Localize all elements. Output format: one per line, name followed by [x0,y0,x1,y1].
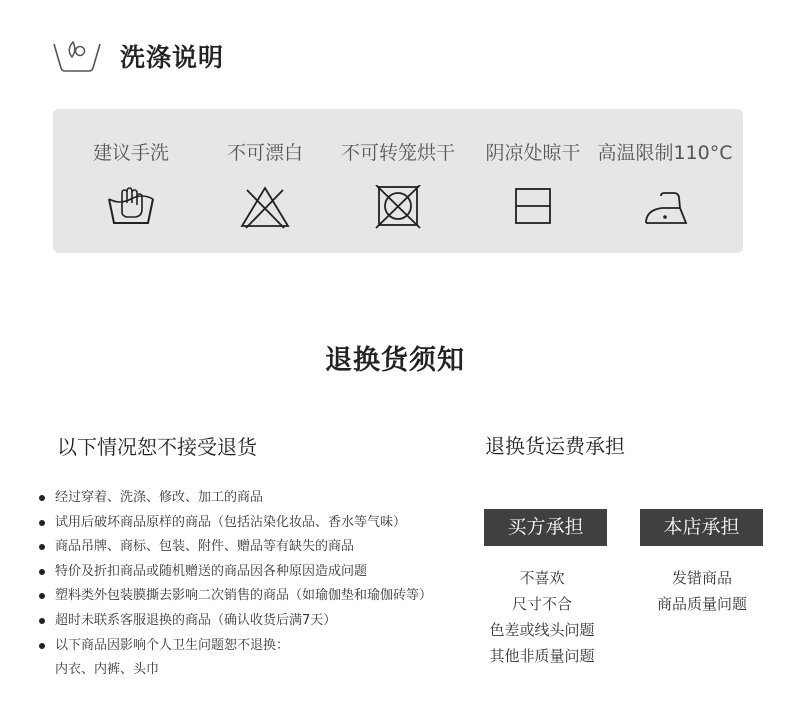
not-accepted-list [38,486,432,683]
iron-low-temp-icon [638,185,692,229]
care-item-no-tumble-dry [328,109,468,229]
care-label: 不可漂白 [226,142,303,164]
list-item: 商品吊牌、商标、包装、附件、赠品等有缺失的商品 [38,535,432,560]
care-item-dry-in-shade [463,109,603,229]
list-item: 试用后破坏商品原样的商品（包括沾染化妆品、香水等气味） [38,511,432,536]
buyer-pays-list [472,565,612,669]
list-item: 商品质量问题 [656,595,747,613]
wash-basin-icon [52,36,102,76]
care-label: 建议手洗 [92,142,169,164]
list-item: 经过穿着、洗涤、修改、加工的商品 [38,486,432,511]
care-symbols-panel [53,109,743,253]
care-label: 高温限制110°C [597,142,733,164]
list-item: 不喜欢 [519,569,565,587]
buyer-pays-badge: 买方承担 [484,509,607,546]
list-item: 塑料类外包装膜撕去影响二次销售的商品（如瑜伽垫和瑜伽砖等） [38,584,432,609]
dry-in-shade-icon [506,185,560,229]
wash-title: 洗涤说明 [120,43,225,72]
list-item: 尺寸不合 [511,595,572,613]
list-item: 超时未联系客服退换的商品（确认收货后满7天） [38,609,432,634]
list-item: 色差或线头问题 [489,621,595,639]
wash-header [52,36,224,76]
care-item-no-bleach [195,109,335,229]
care-label: 不可转笼烘干 [340,142,455,164]
shipping-cost-title: 退换货运费承担 [485,434,625,458]
list-item: 以下商品因影响个人卫生问题恕不退换： [38,634,432,659]
store-pays-badge: 本店承担 [640,509,763,546]
no-bleach-icon [238,185,292,229]
no-tumble-dry-icon [371,185,425,229]
store-pays-list [632,565,772,617]
list-item: 发错商品 [671,569,732,587]
hygiene-items-note: 内衣、内裤、头巾 [55,662,160,678]
list-item: 其他非质量问题 [489,647,595,665]
care-item-iron-low-temp [595,109,735,229]
return-policy-title: 退换货须知 [325,345,465,376]
care-item-hand-wash [61,109,201,229]
hand-wash-icon [104,185,158,229]
care-label: 阴凉处晾干 [485,142,581,164]
not-accepted-title: 以下情况恕不接受退货 [57,435,257,459]
list-item: 特价及折扣商品或随机赠送的商品因各种原因造成问题 [38,560,432,585]
